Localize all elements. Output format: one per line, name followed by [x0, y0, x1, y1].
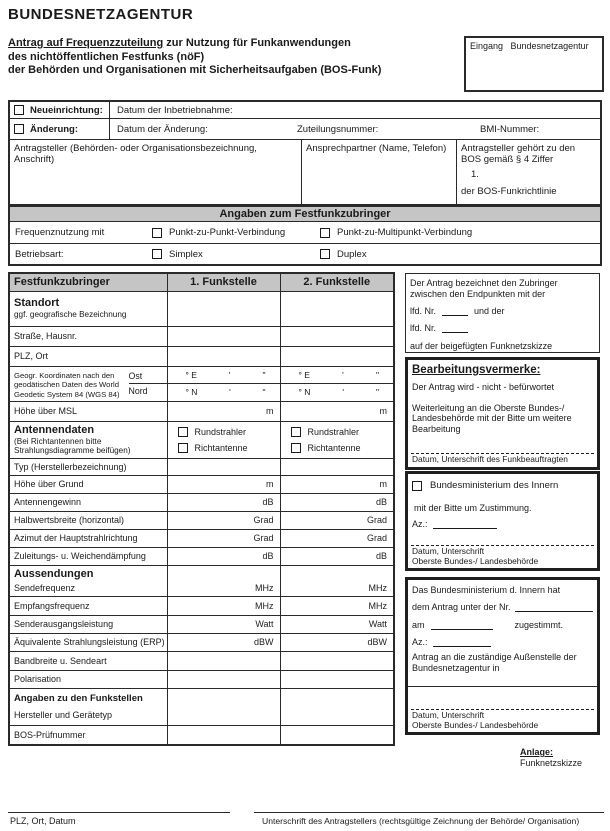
- bmi-checkbox-label: Bundesministerium des Innern: [430, 480, 559, 491]
- omni-antenna-checkbox-1[interactable]: [178, 427, 188, 437]
- approval-line1: Das Bundesministerium d. Innern hat: [412, 585, 561, 595]
- sendefrequenz-station1-field[interactable]: MHz: [167, 565, 280, 596]
- omni-antenna-checkbox-2[interactable]: [291, 427, 301, 437]
- standort-station2-field[interactable]: [280, 291, 394, 326]
- table-row: [9, 688, 394, 725]
- hoehe-grund-label: Höhe über Grund: [9, 475, 167, 493]
- leistung-station2-field[interactable]: Watt: [280, 615, 394, 633]
- table-row: [9, 346, 394, 366]
- plz-station2-field[interactable]: [280, 346, 394, 366]
- bandbreite-station2-field[interactable]: [280, 651, 394, 670]
- table-row: [9, 326, 394, 346]
- table-row: [9, 511, 394, 529]
- minutes-mark: ': [229, 387, 231, 397]
- operating-mode-row: [10, 243, 600, 264]
- und-der-label: und der: [474, 306, 505, 316]
- new-installation-checkbox[interactable]: [14, 105, 24, 115]
- subtitle-line3: der Behörden und Organisationen mit Sicherheitsaufgaben (BOS-Funk): [8, 64, 382, 76]
- empfang-station1-field[interactable]: MHz: [167, 596, 280, 615]
- bos-membership-line2: der BOS-Funkrichtlinie: [461, 186, 557, 197]
- table-row: [9, 670, 394, 688]
- designation-line2: auf der beigefügten Funknetzskizze: [410, 341, 553, 351]
- signature-caption-line1: Datum, Unterschrift: [412, 710, 485, 721]
- directional-antenna-label: Richtantenne: [307, 442, 361, 453]
- feeder-section-header: Angaben zum Festfunkzubringer: [10, 207, 600, 222]
- bmi-approval-box: [405, 577, 600, 735]
- bandbreite-station1-field[interactable]: [167, 651, 280, 670]
- empfang-station2-field[interactable]: MHz: [280, 596, 394, 615]
- contact-label: Ansprechpartner (Name, Telefon): [306, 143, 447, 154]
- applicant-signature-caption: Unterschrift des Antragstellers (rechtsgültige Zeichnung der Behörde/ Organisation): [262, 816, 580, 826]
- table-row: [9, 291, 394, 326]
- forwarding-line: Weiterleitung an die Oberste Bundes-/ Landesbehörde mit der Bitte um weitere Bearbeitung: [412, 402, 572, 434]
- hoehe-grund-station1-field[interactable]: m: [167, 475, 280, 493]
- point-to-point-checkbox[interactable]: [152, 228, 162, 238]
- approval-divider: [408, 686, 597, 687]
- new-installation-row: [10, 102, 600, 119]
- north-label: Nord: [128, 386, 148, 397]
- seconds-mark: ": [375, 387, 379, 397]
- hersteller-label: Hersteller und Gerätetyp: [14, 710, 113, 720]
- coordinates-row: [9, 366, 394, 401]
- lfd-nr-1-blank[interactable]: [442, 306, 468, 316]
- table-row: [9, 475, 394, 493]
- polarisation-label: Polarisation: [9, 670, 167, 688]
- plz-station1-field[interactable]: [167, 346, 280, 366]
- table-row: [9, 458, 394, 475]
- halbwert-station1-field[interactable]: Grad: [167, 511, 280, 529]
- attachment-title: Anlage:: [520, 747, 554, 757]
- pruefnummer-station2-field[interactable]: [280, 725, 394, 745]
- directional-antenna-checkbox-2[interactable]: [291, 443, 301, 453]
- antenna-title: Antennendaten: [14, 423, 95, 436]
- funkstellen-title: Angaben zu den Funkstellen: [14, 693, 143, 704]
- coordinates-station2-field[interactable]: [280, 366, 394, 401]
- receipt-stamp-label: Eingang Bundesnetzagentur: [470, 41, 589, 51]
- designation-box: [405, 273, 600, 353]
- new-installation-label: Neueinrichtung:: [30, 104, 103, 116]
- duplex-label: Duplex: [337, 248, 367, 260]
- signature-caption-line1: Datum, Unterschrift: [412, 546, 485, 557]
- consent-request-line: mit der Bitte um Zustimmung.: [414, 503, 532, 513]
- plz-label: PLZ, Ort: [9, 346, 167, 366]
- minutes-mark: ': [228, 369, 231, 380]
- form-subtitle: [8, 37, 448, 78]
- seconds-mark: ": [262, 387, 266, 397]
- bos-membership-number: 1.: [471, 169, 479, 180]
- typ-station2-field[interactable]: [280, 458, 394, 475]
- applicant-row: [10, 140, 600, 204]
- east-label: Ost: [129, 368, 167, 384]
- col-header-feeder: Festfunkzubringer: [9, 273, 167, 291]
- azimut-label: Azimut der Hauptstrahlrichtung: [9, 529, 167, 547]
- table-row: [9, 725, 394, 745]
- approval-line2: dem Antrag unter der Nr.: [412, 602, 511, 612]
- pruefnummer-station1-field[interactable]: [167, 725, 280, 745]
- table-row: [9, 633, 394, 651]
- leistung-station1-field[interactable]: Watt: [167, 615, 280, 633]
- hoehe-msl-label: Höhe über MSL: [9, 401, 167, 421]
- polarisation-station2-field[interactable]: [280, 670, 394, 688]
- allocation-number-label: Zuteilungsnummer:: [297, 123, 379, 135]
- empfang-label: Empfangsfrequenz: [9, 596, 167, 615]
- hersteller-station2-field[interactable]: [280, 688, 394, 725]
- omni-antenna-label: Rundstrahler: [307, 426, 360, 437]
- polarisation-station1-field[interactable]: [167, 670, 280, 688]
- feeder-data-table: [8, 272, 395, 746]
- bandbreite-label: Bandbreite u. Sendeart: [9, 651, 167, 670]
- table-row: [9, 493, 394, 511]
- endorsement-line: Der Antrag wird - nicht - befürwortet: [412, 382, 555, 392]
- minutes-mark: ': [342, 387, 344, 397]
- applicant-signature-line: [254, 812, 604, 813]
- table-row: [9, 651, 394, 670]
- change-label: Änderung:: [30, 123, 79, 135]
- mode-label: Betriebsart:: [15, 248, 64, 260]
- application-type-section: [8, 100, 602, 206]
- bmi-checkbox[interactable]: [412, 481, 422, 491]
- point-to-multipoint-label: Punkt-zu-Multipunkt-Verbindung: [337, 227, 473, 238]
- seconds-mark: ": [375, 369, 379, 380]
- place-date-caption: PLZ, Ort, Datum: [10, 816, 76, 826]
- sendefrequenz-station2-field[interactable]: MHz: [280, 565, 394, 596]
- oberste-behoerde-signature-caption: [411, 545, 594, 567]
- zugestimmt-label: zugestimmt.: [514, 620, 564, 630]
- processing-notes-box: [405, 357, 600, 470]
- directional-antenna-checkbox-1[interactable]: [178, 443, 188, 453]
- bos-membership-field: [457, 140, 600, 204]
- typ-label: Typ (Herstellerbezeichnung): [9, 458, 167, 475]
- az-label: Az.:: [412, 518, 428, 529]
- gewinn-label: Antennengewinn: [9, 493, 167, 511]
- funkbeauftragter-signature-caption: Datum, Unterschrift des Funkbeauftragten: [411, 453, 594, 465]
- point-to-multipoint-checkbox[interactable]: [320, 228, 330, 238]
- designation-line1: Der Antrag bezeichnet den Zubringer zwischen den Endpunkten mit der: [410, 278, 558, 299]
- hoehe-msl-station1-field[interactable]: m: [167, 401, 280, 421]
- table-header-row: [9, 273, 394, 291]
- table-row: [9, 529, 394, 547]
- applicant-field[interactable]: [10, 140, 302, 204]
- approval-az-label: Az.:: [412, 637, 428, 647]
- subtitle-line1-rest: zur Nutzung für Funkanwendungen: [163, 37, 351, 49]
- erp-station2-field[interactable]: dBW: [280, 633, 394, 651]
- place-date-line: [8, 812, 230, 813]
- lfd-nr-2-label: lfd. Nr.: [410, 323, 437, 333]
- aussendungen-title: Aussendungen: [14, 568, 94, 580]
- col-header-station2: 2. Funkstelle: [280, 273, 394, 291]
- approval-az-blank[interactable]: [433, 637, 491, 647]
- strasse-label: Straße, Hausnr.: [9, 326, 167, 346]
- erp-label: Äquivalente Strahlungsleistung (ERP): [9, 633, 167, 651]
- typ-station1-field[interactable]: [167, 458, 280, 475]
- feeder-section: [8, 205, 602, 266]
- omni-antenna-label: Rundstrahler: [194, 426, 247, 437]
- col-header-station1: 1. Funkstelle: [167, 273, 280, 291]
- am-label: am: [412, 620, 425, 630]
- bmi-consent-box: [405, 471, 600, 571]
- gewinn-station1-field[interactable]: dB: [167, 493, 280, 511]
- signature-caption-line2: Oberste Bundes-/ Landesbehörde: [412, 720, 539, 731]
- standort-station1-field[interactable]: [167, 291, 280, 326]
- approval-nr-blank[interactable]: [515, 602, 593, 612]
- hoehe-msl-station2-field[interactable]: m: [280, 401, 394, 421]
- deg-east: ° E: [298, 369, 310, 380]
- strasse-station1-field[interactable]: [167, 326, 280, 346]
- approval-line3: Antrag an die zuständige Außenstelle der Bundesnetzagentur in: [412, 652, 577, 673]
- coordinates-station1-field[interactable]: [167, 366, 280, 401]
- table-row: [9, 596, 394, 615]
- zuleitung-station2-field[interactable]: dB: [280, 547, 394, 565]
- approval-signature-caption: [411, 709, 594, 731]
- change-row: [10, 119, 600, 140]
- subtitle-line2: des nichtöffentlichen Festfunks (nöF): [8, 50, 205, 63]
- frequency-usage-row: [10, 222, 600, 243]
- table-row: [9, 547, 394, 565]
- hoehe-grund-station2-field[interactable]: m: [280, 475, 394, 493]
- coordinates-label: Geogr. Koordinaten nach den geodätischen Daten des World Geodetic System 84 (WGS 84): [14, 371, 120, 399]
- receipt-stamp-box: [464, 36, 604, 92]
- zuleitung-label: Zuleitungs- u. Weichendämpfung: [9, 547, 167, 565]
- change-checkbox[interactable]: [14, 124, 24, 134]
- attachment-note: [520, 747, 582, 769]
- sendefrequenz-label: Sendefrequenz: [14, 583, 76, 593]
- bos-membership-line1: Antragsteller gehört zu den BOS gemäß § 4 Ziffer: [461, 143, 576, 165]
- deg-north: ° N: [298, 387, 311, 397]
- pruefnummer-label: BOS-Prüfnummer: [9, 725, 167, 745]
- gewinn-station2-field[interactable]: dB: [280, 493, 394, 511]
- antenna-sub: (Bei Richtantennen bitte Strahlungsdiagramme beifügen): [14, 436, 131, 455]
- attachment-value: Funknetzskizze: [520, 758, 583, 768]
- contact-field[interactable]: [302, 140, 457, 204]
- halbwert-label: Halbwertsbreite (horizontal): [9, 511, 167, 529]
- table-row: [9, 615, 394, 633]
- simplex-label: Simplex: [169, 248, 203, 260]
- processing-notes-title: Bearbeitungsvermerke:: [412, 364, 541, 376]
- hersteller-station1-field[interactable]: [167, 688, 280, 725]
- seconds-mark: ": [262, 369, 266, 380]
- minutes-mark: ': [342, 369, 344, 380]
- standort-sub: ggf. geografische Bezeichnung: [14, 310, 127, 320]
- halbwert-station2-field[interactable]: Grad: [280, 511, 394, 529]
- deg-north: ° N: [185, 387, 198, 397]
- applicant-label: Antragsteller (Behörden- oder Organisationsbezeichnung, Anschrift): [14, 143, 257, 165]
- strasse-station2-field[interactable]: [280, 326, 394, 346]
- directional-antenna-label: Richtantenne: [194, 442, 248, 453]
- azimut-station2-field[interactable]: Grad: [280, 529, 394, 547]
- simplex-checkbox[interactable]: [152, 249, 162, 259]
- leistung-label: Senderausgangsleistung: [9, 615, 167, 633]
- bmi-number-label: BMI-Nummer:: [480, 123, 540, 135]
- table-row: [9, 401, 394, 421]
- deg-east: ° E: [185, 369, 197, 380]
- duplex-checkbox[interactable]: [320, 249, 330, 259]
- am-date-blank[interactable]: [431, 620, 493, 630]
- point-to-point-label: Punkt-zu-Punkt-Verbindung: [169, 227, 286, 238]
- lfd-nr-1-label: lfd. Nr.: [410, 306, 437, 316]
- usage-label: Frequenznutzung mit: [15, 227, 105, 238]
- standort-title: Standort: [14, 297, 60, 310]
- erp-station1-field[interactable]: dBW: [167, 633, 280, 651]
- antenna-row: [9, 421, 394, 458]
- change-date-label: Datum der Änderung:: [117, 123, 208, 135]
- azimut-station1-field[interactable]: Grad: [167, 529, 280, 547]
- az-blank[interactable]: [433, 519, 497, 529]
- table-row: [9, 565, 394, 596]
- commissioning-date-label: Datum der Inbetriebnahme:: [117, 104, 233, 116]
- subtitle-underlined: Antrag auf Frequenzzuteilung: [8, 37, 164, 49]
- zuleitung-station1-field[interactable]: dB: [167, 547, 280, 565]
- agency-title: BUNDESNETZAGENTUR: [8, 6, 194, 23]
- signature-caption-line2: Oberste Bundes-/ Landesbehörde: [412, 556, 539, 567]
- lfd-nr-2-blank[interactable]: [442, 323, 468, 333]
